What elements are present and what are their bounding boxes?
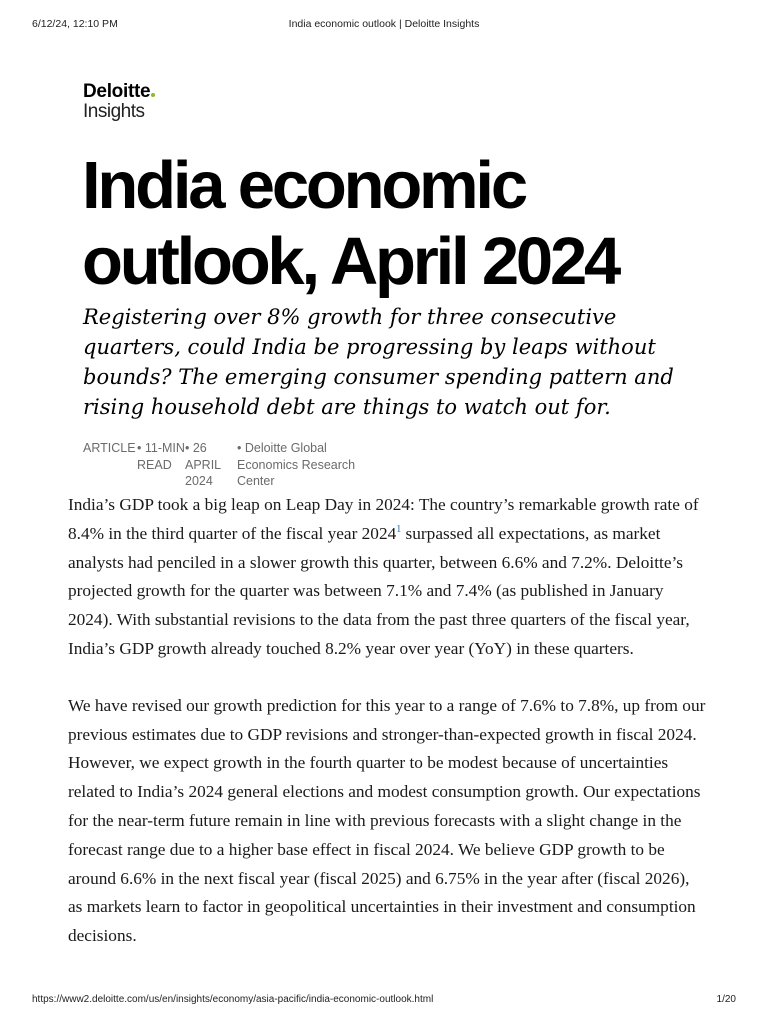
meta-read-time: • 11-MIN READ: [137, 441, 185, 472]
footnote-link[interactable]: 1: [396, 523, 402, 535]
logo-sub: Insights: [83, 101, 145, 122]
article-dek: Registering over 8% growth for three consecutive quarters, could India be progressing by leaps without bounds? The emerging consumer spending pattern and rising household debt are things to watch out for.: [83, 305, 674, 419]
print-page-number: 1/20: [716, 994, 736, 1005]
print-datetime: 6/12/24, 12:10 PM: [32, 18, 118, 30]
meta-source: • Deloitte Global Economics Research Center: [237, 441, 356, 488]
print-footer: [32, 994, 736, 1008]
body-paragraph-2: We have revised our growth prediction for this year to a range of 7.6% to 7.8%, up from our previous estimates due to GDP revisions and stronger-than-expected growth in fiscal 2024. However, we expect growth in the fourth quarter to be modest because of uncertainties related to India’s 2024 general elections and modest consumption growth. Our expectations for the near-term future remain in line with previous forecasts with a slight change in the forecast range due to a higher base effect in fiscal 2024. We believe GDP growth to be around 6.6% in the next fiscal year (fiscal 2025) and 6.75% in the year after (fiscal 2026), as markets learn to factor in geopolitical uncertainties in their investment and consumption decisions.: [68, 695, 706, 946]
deloitte-insights-logo[interactable]: [83, 82, 155, 122]
article-body: [68, 491, 708, 979]
print-header: [32, 18, 736, 32]
print-page-title: India economic outlook | Deloitte Insights: [288, 18, 480, 30]
article-title: India economic outlook, April 2024: [82, 148, 619, 299]
print-url: https://www2.deloitte.com/us/en/insights/economy/asia-pacific/india-economic-outlook.html: [32, 994, 434, 1005]
logo-brand: Deloitte: [83, 82, 155, 102]
meta-date: • 26 APRIL 2024: [185, 441, 221, 488]
body-paragraph-1: India’s GDP took a big leap on Leap Day in 2024: The country’s remarkable growth rate of 8.4% in the third quarter of the fiscal year 2024$^1$ surpassed all expectations, as market analysts had penciled in a slower growth this quarter, between 6.6% and 7.2%. Deloitte’s projected growth for the quarter was between 7.1% and 7.4% (as published in January 2024). With substantial revisions to the data from the past three quarters of the fiscal year, India’s GDP growth already touched 8.2% year over year (YoY) in these quarters.: [68, 495, 699, 658]
meta-article-type: ARTICLE: [83, 441, 136, 455]
logo-green-dot: [151, 93, 155, 97]
